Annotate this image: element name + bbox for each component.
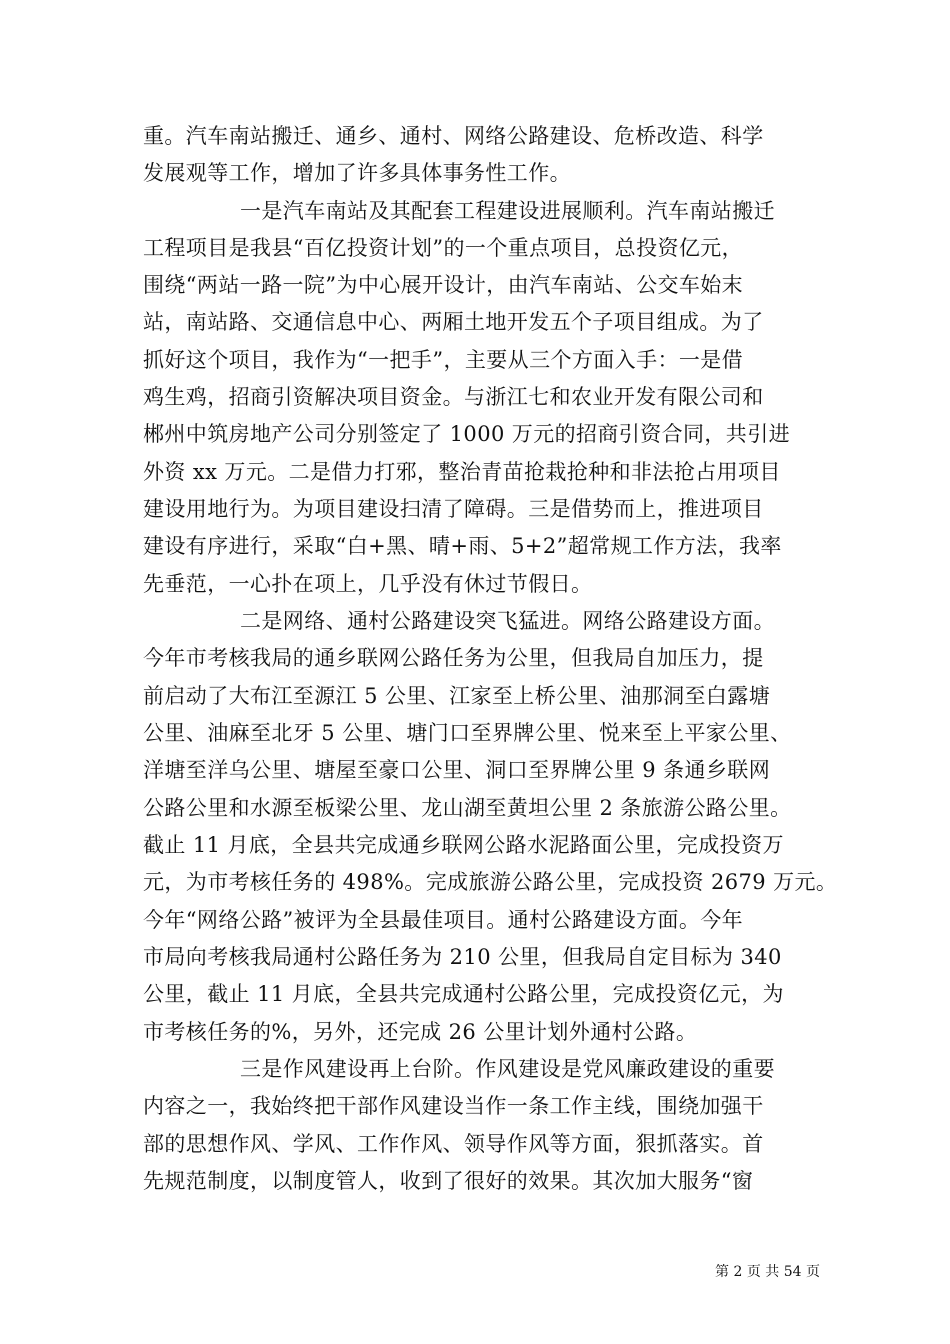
body-line: 建设有序进行，采取“白+黑、晴+雨、5+2”超常规工作方法，我率 bbox=[143, 534, 782, 558]
paragraph-first-line: 二是网络、通村公路建设突飞猛进。网络公路建设方面。 bbox=[240, 609, 775, 633]
body-line: 截止 11 月底，全县共完成通乡联网公路水泥路面公里，完成投资万 bbox=[143, 833, 784, 857]
body-line: 郴州中筑房地产公司分别签定了 1000 万元的招商引资合同，共引进 bbox=[143, 422, 790, 446]
body-line: 围绕“两站一路一院”为中心展开设计，由汽车南站、公交车始末 bbox=[143, 273, 744, 297]
body-line: 部的思想作风、学风、工作作风、领导作风等方面，狠抓落实。首 bbox=[143, 1132, 764, 1156]
body-line: 站，南站路、交通信息中心、两厢土地开发五个子项目组成。为了 bbox=[143, 310, 764, 334]
body-line: 工程项目是我县“百亿投资计划”的一个重点项目，总投资亿元， bbox=[143, 236, 744, 260]
body-line: 抓好这个项目，我作为“一把手”，主要从三个方面入手：一是借 bbox=[143, 348, 744, 372]
body-line: 市局向考核我局通村公路任务为 210 公里，但我局自定目标为 340 bbox=[143, 945, 782, 969]
body-line: 前启动了大布江至源江 5 公里、江家至上桥公里、油那洞至白露塘 bbox=[143, 684, 771, 708]
body-line: 洋塘至洋乌公里、塘屋至豪口公里、洞口至界牌公里 9 条通乡联网 bbox=[143, 758, 771, 782]
body-line: 外资 xx 万元。二是借力打邪，整治青苗抢栽抢种和非法抢占用项目 bbox=[143, 460, 781, 484]
body-line: 市考核任务的%，另外，还完成 26 公里计划外通村公路。 bbox=[143, 1020, 698, 1044]
body-line: 今年“网络公路”被评为全县最佳项目。通村公路建设方面。今年 bbox=[143, 908, 744, 932]
page-number-footer: 第 2 页 共 54 页 bbox=[715, 1264, 820, 1280]
body-line: 内容之一，我始终把干部作风建设当作一条工作主线，围绕加强干 bbox=[143, 1094, 764, 1118]
body-line: 先规范制度，以制度管人，收到了很好的效果。其次加大服务“窗 bbox=[143, 1169, 754, 1193]
body-line: 公里，截止 11 月底，全县共完成通村公路公里，完成投资亿元，为 bbox=[143, 982, 784, 1006]
body-line: 元，为市考核任务的 498%。完成旅游公路公里，完成投资 2679 万元。 bbox=[143, 870, 838, 894]
body-line: 发展观等工作，增加了许多具体事务性工作。 bbox=[143, 161, 571, 185]
body-line: 公里、油麻至北牙 5 公里、塘门口至界牌公里、悦来至上平家公里、 bbox=[143, 721, 792, 745]
body-line: 建设用地行为。为项目建设扫清了障碍。三是借势而上，推进项目 bbox=[143, 497, 764, 521]
paragraph-first-line: 三是作风建设再上台阶。作风建设是党风廉政建设的重要 bbox=[240, 1057, 775, 1081]
body-line: 公路公里和水源至板梁公里、龙山湖至黄坦公里 2 条旅游公路公里。 bbox=[143, 796, 792, 820]
paragraph-first-line: 一是汽车南站及其配套工程建设进展顺利。汽车南站搬迁 bbox=[240, 199, 775, 223]
body-line: 鸡生鸡，招商引资解决项目资金。与浙江七和农业开发有限公司和 bbox=[143, 385, 764, 409]
body-line: 先垂范，一心扑在项上，几乎没有休过节假日。 bbox=[143, 572, 593, 596]
body-line: 今年市考核我局的通乡联网公路任务为公里，但我局自加压力，提 bbox=[143, 646, 764, 670]
body-line: 重。汽车南站搬迁、通乡、通村、网络公路建设、危桥改造、科学 bbox=[143, 124, 764, 148]
